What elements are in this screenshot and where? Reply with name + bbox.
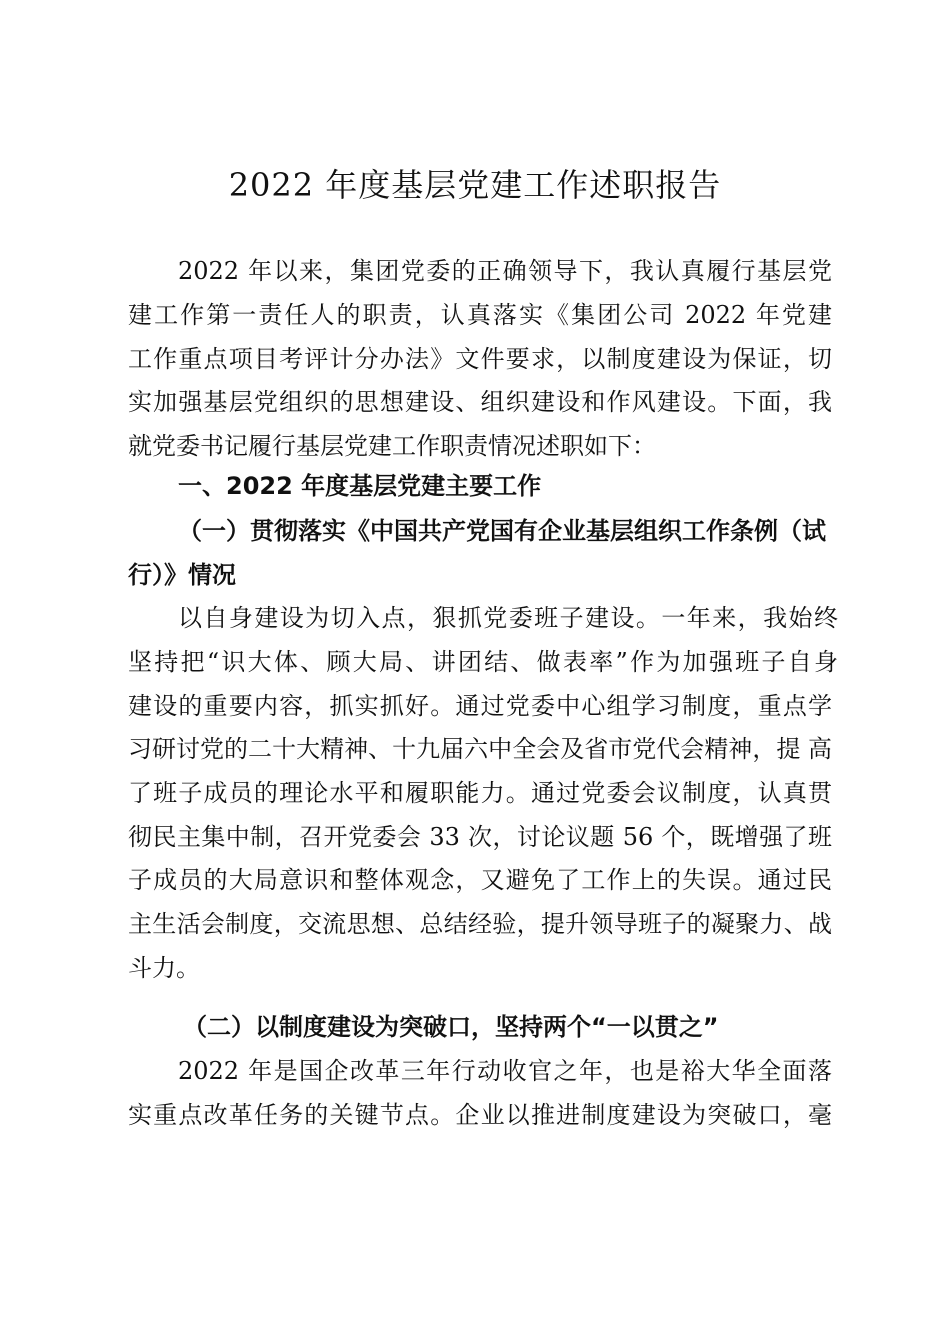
body-line: 建设的重要内容，抓实抓好。通过党委中心组学习制度，重点学 bbox=[128, 692, 832, 720]
body-line: 了班子成员的理论水平和履职能力。通过党委会议制度，认真贯 bbox=[128, 779, 832, 807]
body-line: 习研讨党的二十大精神、十九届六中全会及省市党代会精神，提 高 bbox=[128, 735, 832, 763]
page-title: 2022 年度基层党建工作述职报告 bbox=[228, 166, 722, 204]
subsection-heading: （二）以制度建设为突破口，坚持两个“一以贯之” bbox=[183, 1013, 719, 1041]
intro-line: 就党委书记履行基层党建工作职责情况述职如下： bbox=[128, 432, 656, 460]
intro-line: 工作重点项目考评计分办法》文件要求，以制度建设为保证，切 bbox=[128, 345, 832, 373]
section-heading: 一、2022 年度基层党建主要工作 bbox=[178, 472, 542, 500]
body-line: 主生活会制度，交流思想、总结经验，提升领导班子的凝聚力、战 bbox=[128, 910, 832, 938]
body-line: 以自身建设为切入点，狠抓党委班子建设。一年来，我始终 bbox=[178, 604, 838, 632]
subsection-heading-cont: 行）》情况 bbox=[128, 561, 236, 589]
body-line: 2022 年是国企改革三年行动收官之年，也是裕大华全面落 bbox=[178, 1057, 832, 1085]
intro-line: 实加强基层党组织的思想建设、组织建设和作风建设。下面，我 bbox=[128, 388, 832, 416]
body-line: 坚持把“识大体、顾大局、讲团结、做表率”作为加强班子自身 bbox=[128, 648, 838, 676]
body-line: 彻民主集中制，召开党委会 33 次，讨论议题 56 个，既增强了班 bbox=[128, 823, 832, 851]
body-line: 实重点改革任务的关键节点。企业以推进制度建设为突破口，毫 bbox=[128, 1101, 832, 1129]
body-line: 子成员的大局意识和整体观念，又避免了工作上的失误。通过民 bbox=[128, 866, 832, 894]
subsection-heading: （一）贯彻落实《中国共产党国有企业基层组织工作条例（试 bbox=[178, 517, 826, 545]
intro-line: 建工作第一责任人的职责，认真落实《集团公司 2022 年党建 bbox=[128, 301, 832, 329]
body-line: 斗力。 bbox=[128, 954, 200, 982]
intro-line: 2022 年以来，集团党委的正确领导下，我认真履行基层党 bbox=[178, 257, 832, 285]
